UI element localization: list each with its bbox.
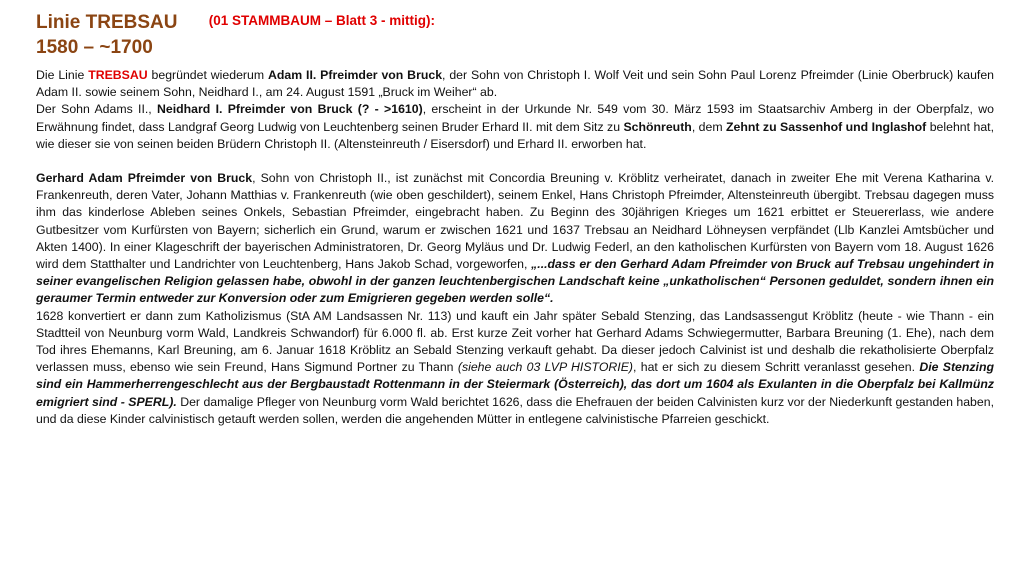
text-run: Der damalige Pfleger von Neunburg vorm Wald berichtet 1626, dass die Ehefrauen der beiden Calvinisten kurz vor der Niederkunft gestanden haben, und da diese Kinder calvinistisch getauft werden sollen, werden die angehenden Mütter in entlegene calvinistische Pfarreien geschickt. [36, 394, 994, 426]
text-run: begründet wiederum [147, 68, 268, 82]
text-run: belehnt hat, wie dieser sie von seinen beiden Brüdern Christoph II. (Altensteinreuth / Eisersdorf) und Erhard II. erworben hat. [36, 119, 995, 151]
name-adam-ii: Adam II. Pfreimder von Bruck [267, 68, 443, 82]
text-run: , der Sohn von Christoph I. Wolf Veit und sein Sohn Paul Lorenz Pfreimder (Linie Oberbruck) kaufen Adam II. sowie seinem Sohn, Neidhard I., am 24. August 1591 „Bruck im Weiher“ ab. [36, 68, 995, 100]
text-run: , hat er sich zu diesem Schritt veranlasst gesehen. [633, 360, 920, 375]
paragraph-4 [36, 308, 994, 428]
text-run: , erscheint in der Urkunde Nr. 549 vom 30. März 1593 im Staatsarchiv Amberg in der Oberpfalz, wo Erwähnung findet, dass Landgraf Georg Ludwig von Leuchtenberg seinen Bruder Erhard II. mit dem Sitz zu [36, 102, 994, 134]
name-gerhard-adam: Gerhard Adam Pfreimder von Bruck [36, 171, 253, 186]
text-run: Der Sohn Adams II., [36, 102, 157, 117]
name-neidhard-i: Neidhard I. Pfreimder von Bruck (? - >1610) [157, 102, 423, 117]
zehnt-highlight: Zehnt zu Sassenhof und Inglashof [726, 119, 927, 134]
reference-italic: (siehe auch 03 LVP HISTORIE) [457, 360, 634, 375]
paragraph-2 [36, 101, 994, 153]
text-run: , Sohn von Christoph II., ist zunächst mit Concordia Breuning v. Kröblitz verheiratet, danach in zweiter Ehe mit Verena Katharina v. Frankenreuth, deren Vater, Johann Matthias v. Frankenreuth (wie oben geschildert), seinem Enkel, Hans Christoph Pfreimder, Altensteinreuth übergibt. Trebsau dagegen muss ihm das kinderlose Ableben seines Onkels, Sebastian Pfreimder, eingebracht haben. Zu Beginn des 30jährigen Krieges um 1621 erbittet er Steuererlass, wie andere Gutbesitzer vom Kurfürsten von Bayern; sicherlich ein Grund, warum er zwischen 1621 und 1637 Trebsau an Neidhard Löhneysen verpfändet (Llb Kanzlei Amtsbücher und Akten 1400). In einer Klageschrift der bayerischen Administratoren, Dr. Georg Myläus und Dr. Ludwig Federl, an den katholischen Kurfürsten von Bayern vom 18. August 1626 wird dem Statthalter und Landrichter von Leuchtenberg, Hans Jakob Schad, vorgeworfen, [36, 171, 994, 272]
text-run: 1628 konvertiert er dann zum Katholizismus (StA AM Landsassen Nr. 113) und kauft ein Jahr später Sebald Stenzing, das Landsassengut Kröblitz (heute - wie Thann - ein Stadtteil von Neunburg vorm Wald, Landkreis Schwandorf) für 6.000 fl. ab. Erst kurze Zeit vorher hat Gerhard Adams Schwiegermutter, Barbara Breuning (1. Ehe), nach dem Tod ihres Ehemanns, Karl Breuning, am 6. Januar 1618 Kröblitz an Sebald Stenzing verkauft gehabt. Da dieser jedoch Calvinist ist und deshalb die rekatholisierte Oberpfalz verlassen muss, ebenso wie sein Freund, Hans Sigmund Portner zu Thann [36, 308, 994, 375]
text-run: Die Linie [36, 68, 89, 82]
document-body [36, 67, 994, 428]
paragraph-1 [36, 67, 994, 101]
period-title: 1580 – ~1700 [36, 37, 153, 58]
title-block [36, 11, 435, 60]
text-run: , dem [691, 119, 727, 134]
paragraph-3 [36, 170, 994, 308]
page-title: Linie TREBSAU [36, 12, 178, 33]
page-subtitle: (01 STAMMBAUM – Blatt 3 - mittig): [208, 13, 435, 28]
paragraph-gap [36, 153, 994, 170]
quote-highlight: „...dass er den Gerhard Adam Pfreimder von Bruck auf Trebsau ungehindert in seiner evangelischen Religion gelassen habe, obwohl in der ganzen leuchtenbergischen Landschaft keine „unkatholischen“ Personen geduldet, sondern ihnen ein geraumer Termin entweder zur Konversion oder zum Emigrieren gegeben werden solle“. [36, 257, 994, 306]
trebsau-highlight: TREBSAU [88, 68, 148, 82]
stenzing-highlight: Die Stenzing sind ein Hammerherrengeschlecht aus der Bergbaustadt Rottenmann in der Steiermark (Österreich), das dort um 1604 als Exulanten in die Oberpfalz bei Kallmünz emigriert sind - SPERL). [36, 360, 995, 409]
title-row [36, 11, 435, 36]
place-schoenreuth: Schönreuth [623, 119, 692, 134]
